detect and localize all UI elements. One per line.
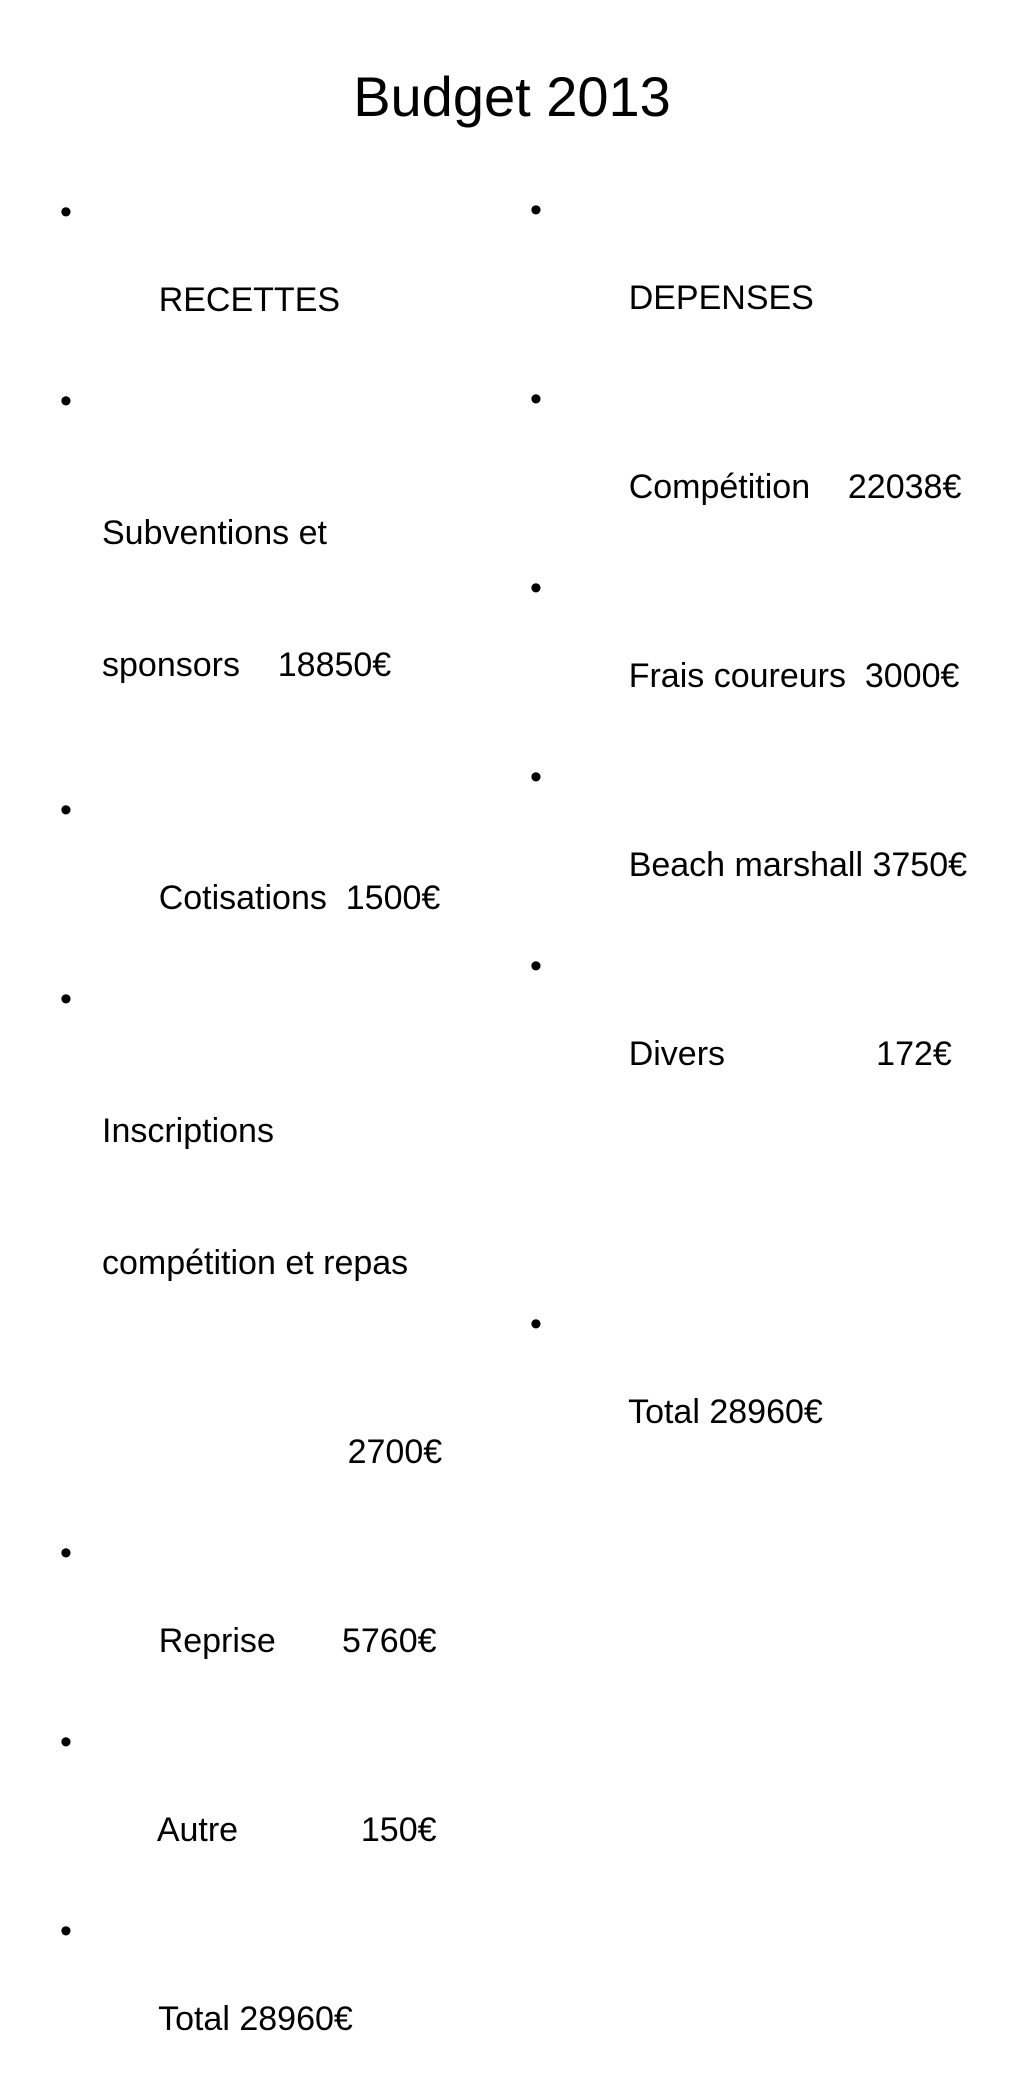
bullet: • xyxy=(60,1534,72,1572)
item-text: Divers 172€ xyxy=(628,1035,952,1073)
recettes-item-inscriptions xyxy=(58,977,498,1373)
depenses-item-total xyxy=(528,1302,998,1478)
item-text: Autre 150€ xyxy=(156,1811,437,1849)
item-text: DEPENSES xyxy=(628,279,814,317)
bullet: • xyxy=(530,569,542,607)
item-text: sponsors 18850€ xyxy=(102,646,392,684)
recettes-item-inscriptions-amount xyxy=(58,1386,498,1518)
item-text: compétition et repas xyxy=(102,1244,409,1282)
depenses-item-beach-marshall xyxy=(528,755,998,931)
item-text: Inscriptions xyxy=(102,1112,274,1150)
bullet: • xyxy=(60,791,72,829)
recettes-item-subventions xyxy=(58,379,498,775)
depenses-item-header xyxy=(528,188,998,364)
bullet: • xyxy=(60,382,72,420)
bullet: • xyxy=(60,193,72,231)
recettes-item-cotisations xyxy=(58,788,498,964)
bullet: • xyxy=(60,1912,72,1950)
recettes-list xyxy=(58,190,498,2085)
slide-title: Budget 2013 xyxy=(353,65,671,128)
depenses-item-competition xyxy=(528,377,998,553)
bullet: • xyxy=(530,1305,542,1343)
item-text: Total 28960€ xyxy=(628,1393,823,1431)
bullet: • xyxy=(60,980,72,1018)
item-text: Beach marshall 3750€ xyxy=(628,846,968,884)
depenses-item-frais-coureurs xyxy=(528,566,998,742)
item-text: Cotisations 1500€ xyxy=(158,879,441,917)
recettes-item-autre xyxy=(58,1720,498,1896)
item-text: Reprise 5760€ xyxy=(158,1622,437,1660)
bullet: • xyxy=(530,947,542,985)
item-text: Total 28960€ xyxy=(158,2000,353,2038)
depenses-list xyxy=(528,188,998,1478)
bullet: • xyxy=(530,380,542,418)
depenses-item-divers xyxy=(528,944,998,1120)
item-text: 2700€ xyxy=(158,1433,443,1471)
bullet: • xyxy=(530,191,542,229)
bullet: • xyxy=(530,758,542,796)
recettes-item-header xyxy=(58,190,498,366)
recettes-item-reprise xyxy=(58,1531,498,1707)
recettes-item-total xyxy=(58,1909,498,2085)
item-text: Subventions et xyxy=(102,514,327,552)
item-text: RECETTES xyxy=(158,281,341,319)
bullet: • xyxy=(60,1723,72,1761)
item-text: Frais coureurs 3000€ xyxy=(628,657,960,695)
item-text: Compétition 22038€ xyxy=(628,468,962,506)
